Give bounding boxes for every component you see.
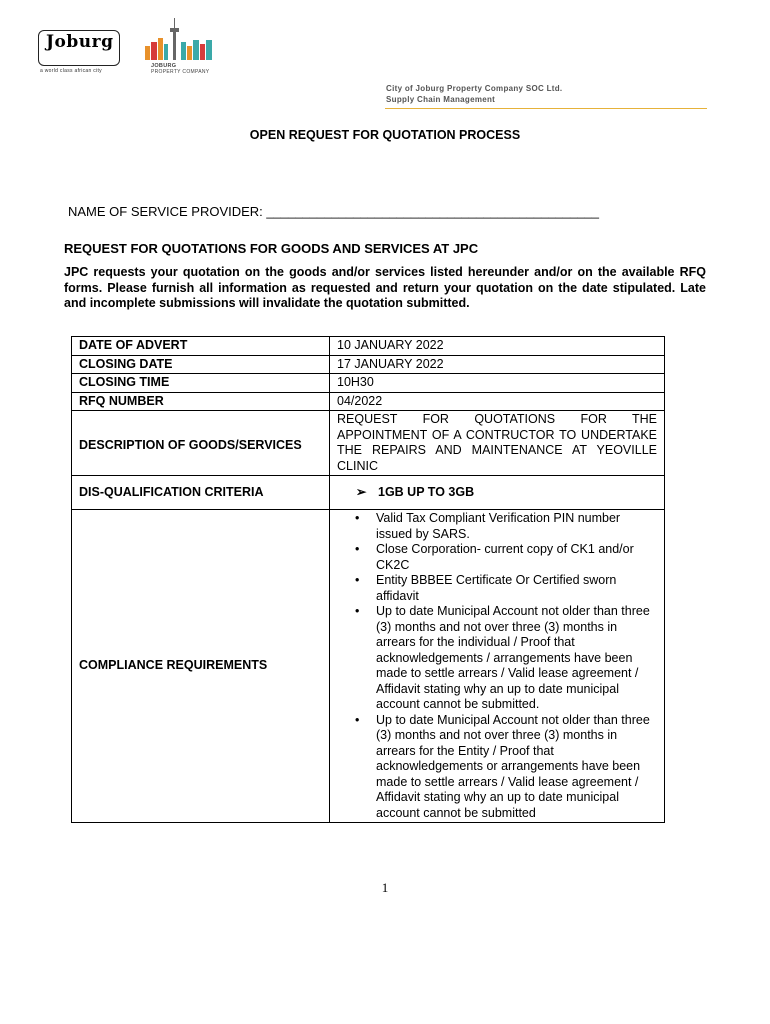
bullet-icon: • [355,604,360,618]
disqualification-value: 1GB UP TO 3GB [378,484,475,499]
page-title: OPEN REQUEST FOR QUOTATION PROCESS [249,128,521,142]
table-row [72,337,665,356]
jpc-logo-name: JOBURG [151,63,177,69]
company-name: City of Joburg Property Company SOC Ltd. [386,84,563,93]
row-label: DESCRIPTION OF GOODS/SERVICES [72,411,330,476]
row-value: REQUEST FOR QUOTATIONS FOR THE APPOINTMENT OF A CONTRUCTOR TO UNDERTAKE THE REPAIRS AND MAINTENANCE AT YEOVILLE CLINIC [330,411,665,476]
list-item [355,712,650,822]
letterhead [386,83,562,105]
header-rule [385,108,707,109]
department-name: Supply Chain Management [386,95,496,104]
table-row [72,510,665,823]
row-value: 17 JANUARY 2022 [330,355,665,374]
table-row [72,411,665,476]
list-item-text: Valid Tax Compliant Verification PIN number issued by SARS. [376,511,621,541]
service-provider-field: NAME OF SERVICE PROVIDER: ______________________________________________ [68,204,599,219]
arrow-bullet-icon: ➢ [356,484,367,499]
list-item-text: Entity BBBEE Certificate Or Certified sworn affidavit [376,573,617,603]
list-item-text: Up to date Municipal Account not older than three (3) months and not over three (3) months in arrears for the individual / Proof that acknowledgements / arrangements have been made to settle arrears / Valid lease agreement / Affidavit stating why an up to date municipal account cannot be submitted. [376,604,650,711]
row-label: DATE OF ADVERT [72,337,330,356]
row-label: DIS-QUALIFICATION CRITERIA [72,476,330,510]
row-label: RFQ NUMBER [72,392,330,411]
list-item [355,511,650,542]
row-label: CLOSING DATE [72,355,330,374]
rfq-heading: REQUEST FOR QUOTATIONS FOR GOODS AND SERVICES AT JPC [64,241,479,256]
row-value [330,476,665,510]
page-number: 1 [381,880,389,895]
list-item [355,542,650,573]
bullet-icon: • [355,573,360,587]
row-value: 10 JANUARY 2022 [330,337,665,356]
table-row [72,476,665,510]
intro-paragraph: JPC requests your quotation on the goods and/or services listed hereunder and/or on the available RFQ forms. Please furnish all information as requested and return your quotation on the date stipulated. Late and incomplete submissions will invalidate the quotation submitted. [64,265,706,310]
bullet-icon: • [355,712,360,727]
joburg-logo-tagline: a world class african city [40,68,102,74]
compliance-list [352,511,650,821]
bullet-icon: • [355,542,360,556]
rfq-details-table [71,336,665,823]
table-row [72,355,665,374]
row-value [330,510,665,823]
list-item-text: Close Corporation- current copy of CK1 and/or CK2C [376,542,634,572]
list-item [355,573,650,604]
jpc-logo-subname: PROPERTY COMPANY [151,69,210,75]
table-row [72,392,665,411]
row-label: COMPLIANCE REQUIREMENTS [72,510,330,823]
list-item [355,604,650,713]
row-value: 04/2022 [330,392,665,411]
row-value: 10H30 [330,374,665,393]
row-label: CLOSING TIME [72,374,330,393]
table-row [72,374,665,393]
joburg-logo-wordmark: Joburg [46,32,114,52]
list-item-text: Up to date Municipal Account not older than three (3) months and not over three (3) months in arrears for the Entity / Proof that acknowledgements or arrangements have been made to settle arrears / Valid lease agreement / Affidavit stating why an up to date municipal account cannot be submitted [376,712,650,820]
bullet-icon: • [355,511,360,525]
jpc-skyline-logo [143,16,215,64]
